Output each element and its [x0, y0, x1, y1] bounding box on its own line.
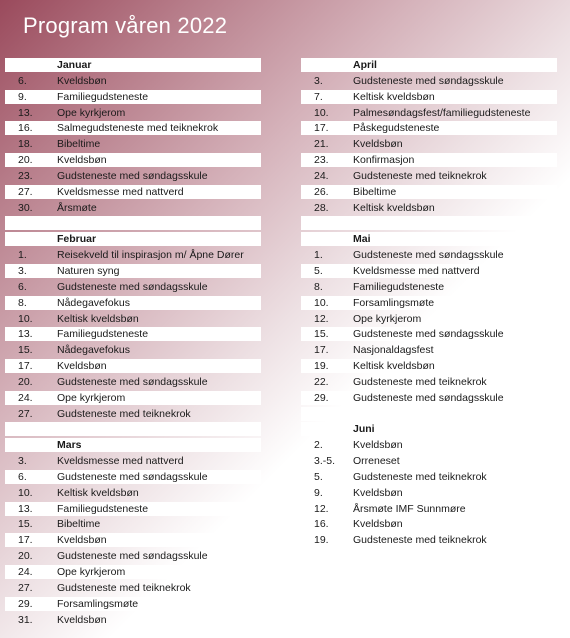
- event-row: [301, 343, 557, 357]
- month-name: Mars: [57, 439, 82, 452]
- event-row: [301, 454, 557, 468]
- month-header: [301, 422, 557, 436]
- month-name: April: [353, 59, 377, 71]
- event-date: 13.: [18, 502, 33, 515]
- event-date: 20.: [18, 154, 33, 167]
- event-date: 10.: [18, 312, 33, 325]
- event-title: Ope kyrkjerom: [353, 312, 422, 325]
- event-title: Kveldsmesse med nattverd: [57, 185, 184, 198]
- event-row: [5, 359, 261, 373]
- event-title: Gudsteneste med søndagsskule: [57, 550, 208, 563]
- event-row: [301, 391, 557, 405]
- event-row: [301, 438, 557, 452]
- event-row: [301, 486, 557, 500]
- event-date: 9.: [18, 90, 27, 103]
- event-date: 22.: [314, 375, 329, 388]
- event-row: [5, 391, 261, 405]
- event-row: [5, 597, 261, 611]
- event-title: Årsmøte: [57, 201, 97, 214]
- month-header: [5, 438, 261, 452]
- event-date: 9.: [314, 486, 323, 499]
- event-title: Kveldsbøn: [353, 518, 403, 531]
- event-title: Familiegudsteneste: [57, 502, 149, 515]
- event-date: 24.: [314, 169, 329, 182]
- event-title: Gudsteneste med søndagsskule: [57, 280, 208, 293]
- event-row: [301, 74, 557, 88]
- event-row: [5, 517, 261, 531]
- event-row: [5, 407, 261, 421]
- event-row: [301, 185, 557, 199]
- event-date: 6.: [18, 280, 27, 293]
- event-date: 16.: [314, 518, 329, 531]
- event-row: [5, 169, 261, 183]
- event-row: [301, 470, 557, 484]
- event-title: Familiegudsteneste: [353, 280, 445, 293]
- event-title: Keltisk kveldsbøn: [353, 90, 435, 103]
- event-title: Gudsteneste med søndagsskule: [57, 375, 208, 388]
- event-title: Gudsteneste med teiknekrok: [353, 470, 487, 483]
- event-title: Keltisk kveldsbøn: [57, 486, 139, 499]
- event-title: Gudsteneste med søndagsskule: [353, 249, 504, 262]
- event-title: Forsamlingsmøte: [57, 597, 139, 610]
- month-separator: [301, 216, 557, 230]
- event-date: 1.: [18, 249, 27, 262]
- event-date: 8.: [314, 280, 323, 293]
- event-title: Reisekveld til inspirasjon m/ Åpne Dører: [57, 249, 244, 262]
- event-row: [301, 502, 557, 516]
- event-title: Gudsteneste med søndagsskule: [57, 169, 208, 182]
- event-title: Kveldsbøn: [57, 613, 107, 626]
- event-date: 17.: [314, 122, 329, 135]
- event-date: 23.: [18, 169, 33, 182]
- month-separator: [5, 422, 261, 436]
- event-row: [301, 375, 557, 389]
- event-title: Naturen syng: [57, 264, 120, 277]
- event-title: Ope kyrkjerom: [57, 106, 126, 119]
- event-row: [5, 613, 261, 627]
- event-row: [5, 327, 261, 341]
- event-date: 27.: [18, 185, 33, 198]
- event-date: 18.: [18, 138, 33, 151]
- event-row: [5, 74, 261, 88]
- event-title: Kveldsbøn: [353, 439, 403, 452]
- event-date: 27.: [18, 407, 33, 420]
- event-date: 20.: [18, 375, 33, 388]
- month-header: [301, 58, 557, 72]
- event-date: 16.: [18, 122, 33, 135]
- event-date: 12.: [314, 312, 329, 325]
- event-date: 5.: [314, 470, 323, 483]
- event-title: Gudsteneste med søndagsskule: [353, 74, 504, 87]
- event-row: [301, 248, 557, 262]
- event-title: Ope kyrkjerom: [57, 566, 126, 578]
- event-title: Kveldsbøn: [57, 534, 107, 547]
- event-title: Påskegudsteneste: [353, 122, 440, 135]
- event-title: Kveldsbøn: [57, 74, 107, 87]
- event-title: Kveldsmesse med nattverd: [353, 264, 480, 277]
- event-date: 24.: [18, 391, 33, 404]
- event-row: [301, 106, 557, 120]
- event-row: [5, 502, 261, 516]
- event-row: [5, 201, 261, 215]
- event-title: Nådegavefokus: [57, 296, 130, 309]
- event-date: 6.: [18, 74, 27, 87]
- event-date: 13.: [18, 106, 33, 119]
- event-date: 17.: [18, 360, 33, 373]
- event-row: [301, 296, 557, 310]
- event-row: [5, 264, 261, 278]
- event-date: 13.: [18, 328, 33, 341]
- event-title: Gudsteneste med teiknekrok: [353, 169, 487, 182]
- event-row: [5, 454, 261, 468]
- event-date: 31.: [18, 613, 33, 626]
- month-separator: [301, 407, 557, 421]
- event-row: [5, 106, 261, 120]
- event-date: 3.: [18, 455, 27, 468]
- event-row: [301, 201, 557, 215]
- event-date: 17.: [18, 534, 33, 547]
- event-title: Bibeltime: [353, 185, 397, 198]
- event-row: [5, 296, 261, 310]
- event-row: [301, 169, 557, 183]
- event-date: 15.: [18, 344, 33, 357]
- event-title: Bibeltime: [57, 518, 101, 531]
- event-date: 24.: [18, 566, 33, 578]
- event-date: 3.: [18, 264, 27, 277]
- event-date: 23.: [314, 154, 329, 167]
- month-name: Februar: [57, 233, 97, 246]
- event-title: Nasjonaldagsfest: [353, 344, 434, 357]
- month-name: Mai: [353, 233, 371, 246]
- event-row: [301, 137, 557, 151]
- page-title: Program våren 2022: [23, 13, 228, 38]
- event-title: Kveldsbøn: [353, 486, 403, 499]
- event-date: 10.: [18, 486, 33, 499]
- event-row: [5, 185, 261, 199]
- event-title: Kveldsmesse med nattverd: [57, 455, 184, 468]
- event-title: Familiegudsteneste: [57, 328, 149, 341]
- event-title: Gudsteneste med søndagsskule: [353, 328, 504, 341]
- event-row: [5, 343, 261, 357]
- event-title: Keltisk kveldsbøn: [353, 360, 435, 373]
- event-date: 30.: [18, 201, 33, 214]
- event-date: 12.: [314, 502, 329, 515]
- event-date: 21.: [314, 138, 329, 151]
- event-row: [5, 121, 261, 135]
- event-title: Kveldsbøn: [57, 360, 107, 373]
- event-date: 10.: [314, 106, 329, 119]
- event-row: [5, 486, 261, 500]
- event-row: [301, 280, 557, 294]
- event-title: Familiegudsteneste: [57, 90, 149, 103]
- event-date: 29.: [314, 391, 329, 404]
- month-name: Juni: [353, 423, 375, 436]
- event-row: [5, 375, 261, 389]
- event-date: 15.: [18, 518, 33, 531]
- event-row: [301, 153, 557, 167]
- event-title: Konfirmasjon: [353, 154, 415, 167]
- event-title: Gudsteneste med søndagsskule: [353, 391, 504, 404]
- event-row: [5, 549, 261, 563]
- month-header: [301, 232, 557, 246]
- event-title: Keltisk kveldsbøn: [57, 312, 139, 325]
- event-title: Gudsteneste med teiknekrok: [57, 407, 191, 420]
- event-title: Kveldsbøn: [57, 154, 107, 167]
- event-date: 7.: [314, 90, 323, 103]
- event-row: [5, 581, 261, 595]
- event-row: [5, 137, 261, 151]
- event-title: Palmesøndagsfest/familiegudsteneste: [353, 106, 531, 119]
- month-separator: [5, 216, 261, 230]
- event-date: 6.: [18, 470, 27, 483]
- event-row: [301, 90, 557, 104]
- event-title: Nådegavefokus: [57, 344, 130, 357]
- event-date: 19.: [314, 534, 329, 547]
- event-row: [301, 327, 557, 341]
- event-title: Salmegudsteneste med teiknekrok: [57, 122, 219, 135]
- event-date: 3.: [314, 74, 323, 87]
- event-date: 10.: [314, 296, 329, 309]
- event-date: 3.-5.: [314, 455, 336, 468]
- month-name: Januar: [57, 59, 92, 71]
- event-title: Gudsteneste med teiknekrok: [353, 375, 487, 388]
- event-row: [5, 90, 261, 104]
- event-date: 26.: [314, 185, 329, 198]
- event-title: Gudsteneste med teiknekrok: [353, 534, 487, 547]
- event-row: [301, 264, 557, 278]
- event-row: [5, 248, 261, 262]
- event-title: Kveldsbøn: [353, 138, 403, 151]
- event-date: 2.: [314, 439, 323, 452]
- event-row: [301, 533, 557, 547]
- event-row: [5, 533, 261, 547]
- event-row: [5, 312, 261, 326]
- event-row: [5, 280, 261, 294]
- event-row: [301, 517, 557, 531]
- event-title: Keltisk kveldsbøn: [353, 201, 435, 214]
- event-date: 8.: [18, 296, 27, 309]
- event-date: 15.: [314, 328, 329, 341]
- event-date: 28.: [314, 201, 329, 214]
- event-date: 17.: [314, 344, 329, 357]
- left-column: [5, 58, 261, 628]
- event-date: 20.: [18, 550, 33, 563]
- event-date: 19.: [314, 360, 329, 373]
- event-title: Gudsteneste med teiknekrok: [57, 581, 191, 594]
- event-row: [5, 470, 261, 484]
- event-title: Årsmøte IMF Sunnmøre: [353, 502, 466, 515]
- right-column: [301, 58, 557, 549]
- event-date: 5.: [314, 264, 323, 277]
- event-row: [5, 565, 261, 579]
- month-header: [5, 58, 261, 72]
- event-title: Forsamlingsmøte: [353, 296, 435, 309]
- event-title: Gudsteneste med søndagsskule: [57, 470, 208, 483]
- event-row: [301, 312, 557, 326]
- event-title: Ope kyrkjerom: [57, 391, 126, 404]
- event-row: [301, 359, 557, 373]
- event-row: [301, 121, 557, 135]
- event-date: 1.: [314, 249, 323, 262]
- event-row: [5, 153, 261, 167]
- event-date: 27.: [18, 581, 33, 594]
- month-header: [5, 232, 261, 246]
- event-title: Bibeltime: [57, 138, 101, 151]
- event-title: Orreneset: [353, 455, 400, 468]
- event-date: 29.: [18, 597, 33, 610]
